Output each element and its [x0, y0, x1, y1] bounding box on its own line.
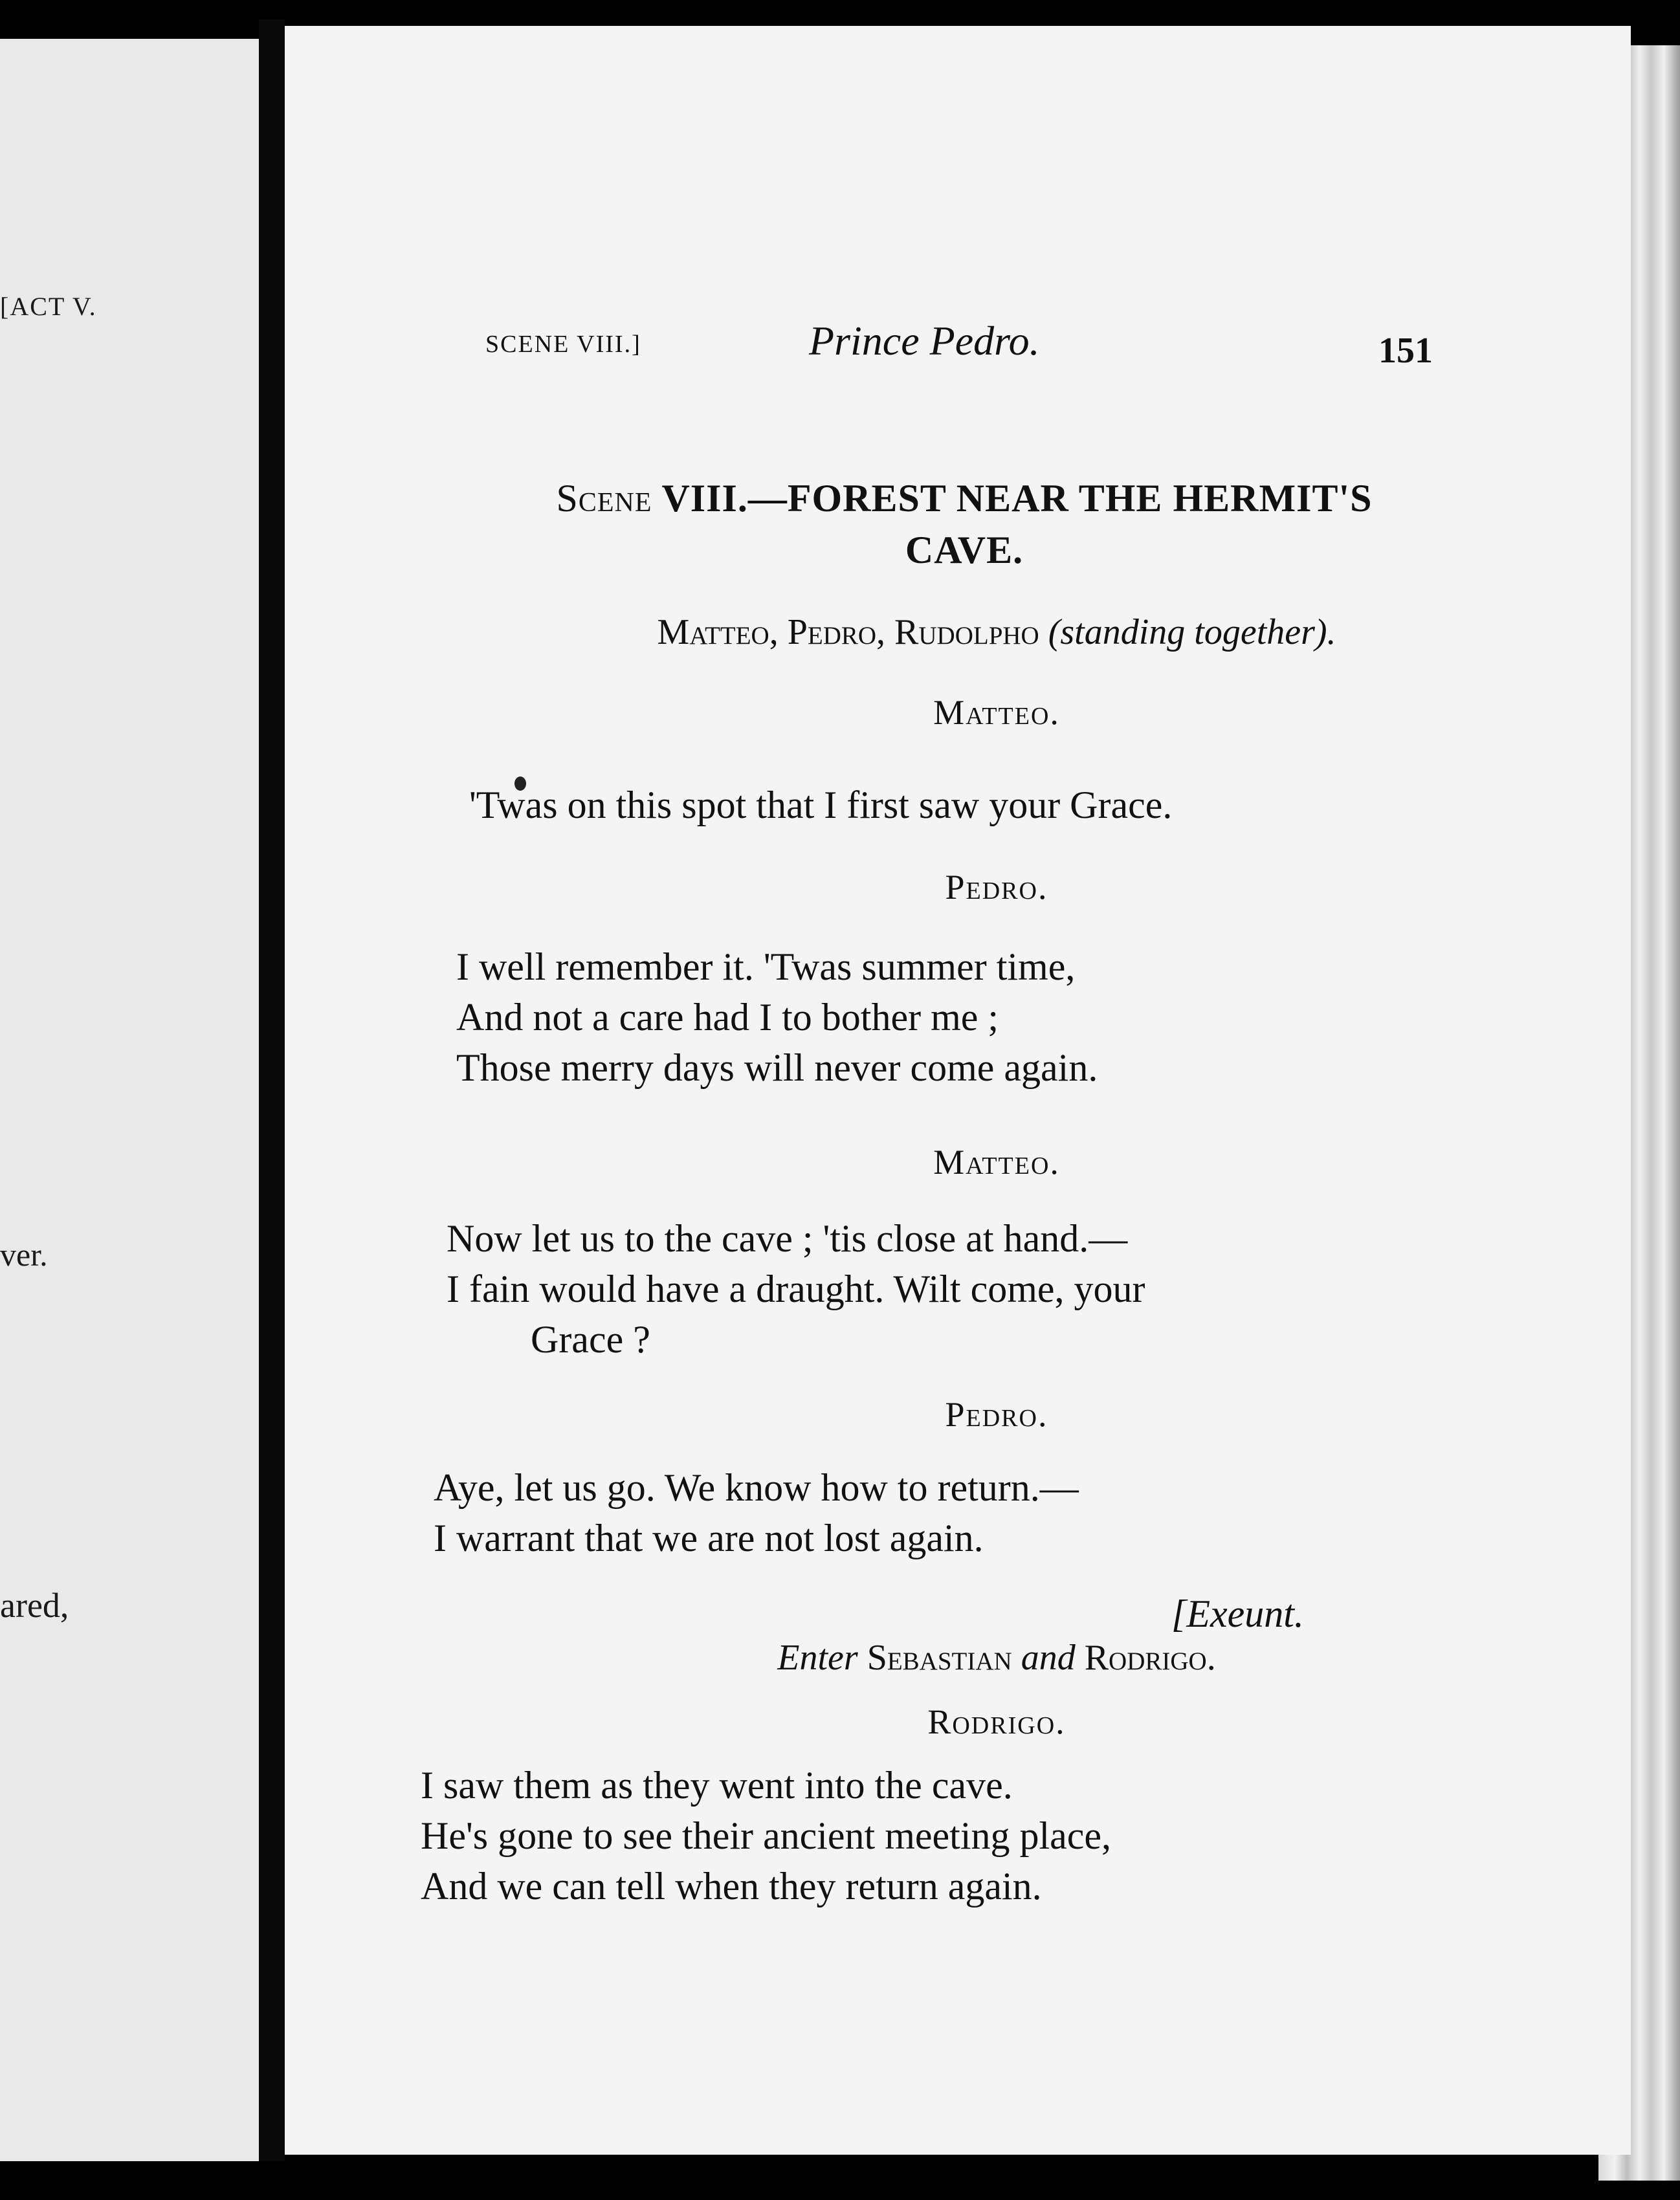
book-page [285, 26, 1631, 2155]
scene-heading-line1 [459, 472, 1469, 524]
speech-lines [447, 1213, 1145, 1365]
speaker-name: Rodrigo. [927, 1702, 1066, 1741]
verse-line: Those merry days will never come again. [456, 1046, 1098, 1089]
left-page-margin [0, 39, 259, 2161]
speech-lines [469, 780, 1172, 830]
stage-direction-and: and [1021, 1638, 1076, 1678]
running-head [285, 304, 1631, 382]
verse-line: And not a care had I to bother me ; [456, 996, 999, 1039]
stage-direction-note: (standing together). [1048, 612, 1336, 652]
left-page-running-head: [ACT V. [0, 292, 97, 321]
verse-line: I saw them as they went into the cave. [421, 1764, 1013, 1807]
speaker-name: Matteo. [933, 1143, 1060, 1182]
scene-heading [459, 472, 1469, 576]
book-gutter [259, 19, 285, 2161]
speaker-name: Pedro. [945, 868, 1048, 907]
speaker-name: Matteo. [933, 693, 1060, 732]
verse-line: Aye, let us go. We know how to return.— [434, 1466, 1079, 1509]
verse-line: I fain would have a draught. Wilt come, your [447, 1268, 1145, 1310]
stage-direction-names: Matteo, Pedro, Rudolpho [657, 612, 1039, 652]
character-name: Sebastian [867, 1638, 1012, 1678]
stage-direction-enter [427, 1637, 1566, 1678]
character-name: Rodrigo. [1084, 1638, 1216, 1678]
verse-line: I warrant that we are not lost again. [434, 1517, 984, 1559]
verse-line: 'Twas on this spot that I first saw your Grace. [469, 784, 1173, 826]
verse-line: Now let us to the cave ; 'tis close at hand.— [447, 1217, 1128, 1260]
speaker-name: Pedro. [945, 1395, 1048, 1434]
left-page-fragment: ver. [0, 1237, 48, 1273]
stage-direction-entrance [427, 611, 1566, 653]
stage-direction-exeunt: [Exeunt. [1171, 1592, 1304, 1635]
speech-lines [421, 1760, 1111, 1911]
stage-direction-enter-word: Enter [777, 1638, 858, 1678]
scene-heading-line2: CAVE. [905, 529, 1024, 571]
verse-line: And we can tell when they return again. [421, 1865, 1042, 1908]
speech-lines [456, 941, 1098, 1093]
page-number: 151 [1378, 331, 1433, 371]
scene-heading-title: VIII.—FOREST NEAR THE HERMIT'S [661, 477, 1373, 520]
verse-line: He's gone to see their ancient meeting place, [421, 1814, 1112, 1857]
scene-heading-prefix: Scene [556, 477, 652, 520]
left-page-fragment: ared, [0, 1586, 69, 1625]
verse-line: Grace ? [531, 1318, 650, 1361]
running-head-scene: SCENE VIII.] [485, 331, 641, 358]
speech-lines [434, 1462, 1079, 1563]
verse-line: I well remember it. 'Twas summer time, [456, 945, 1076, 988]
running-head-title: Prince Pedro. [809, 318, 1040, 364]
